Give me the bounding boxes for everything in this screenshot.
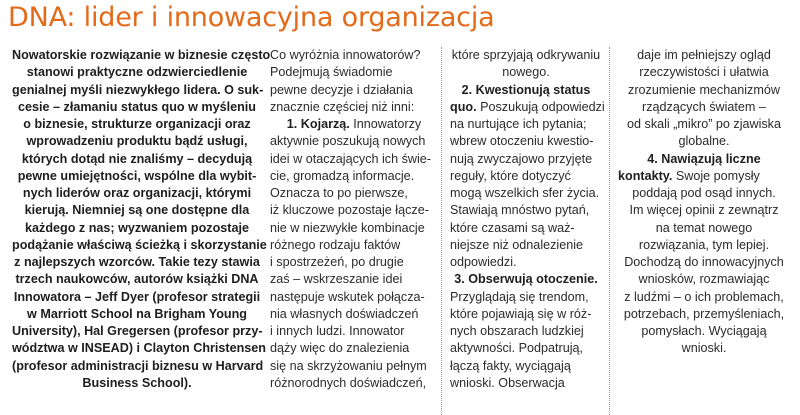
text-line: aktywnie poszukują nowych bbox=[270, 134, 426, 149]
text-line: dąży więc do znalezienia bbox=[270, 341, 410, 356]
article-title: DNA: lider i innowacyjna organizacja bbox=[8, 2, 495, 33]
text-line: stanowi praktyczne odzwierciedlenie bbox=[26, 65, 248, 80]
column-divider bbox=[609, 47, 610, 415]
text-line: aktywności. Podpatrują, bbox=[450, 341, 584, 356]
text-line: odpowiedzi. bbox=[450, 255, 517, 269]
column-divider bbox=[441, 47, 442, 415]
text-line: pomysłach. Wyciągają bbox=[641, 324, 767, 338]
text-line: Im więcej opinii z zewnątrz bbox=[629, 203, 779, 218]
text-line: daje im pełniejszy ogląd bbox=[637, 48, 771, 62]
text-line: genialnej myśli niezwykłego lidera. O suk- bbox=[12, 82, 264, 97]
text-line: wnioski. bbox=[681, 341, 727, 356]
column-3 bbox=[450, 47, 605, 392]
col4-body-b bbox=[618, 185, 790, 358]
heading-quo-rest: Poszukują odpowiedzi bbox=[476, 99, 605, 114]
text-line: iż kluczowe pozostaje łącze- bbox=[270, 203, 429, 218]
text-line: wbrew otoczeniu kwestio- bbox=[450, 134, 594, 149]
text-line: z najlepszych wzorców. Takie tezy stawia bbox=[14, 255, 260, 269]
text-line: na temat nowego bbox=[655, 220, 753, 235]
text-line: wództwa w INSEAD) i Clayton Christensen bbox=[12, 341, 267, 356]
heading-obserwuja: 3. Obserwują otoczenie. bbox=[454, 272, 598, 287]
text-line: globalne. bbox=[678, 134, 730, 149]
text-line: które sprzyjają odkrywaniu bbox=[451, 48, 601, 62]
text-line: z ludźmi – o ich problemach, bbox=[624, 289, 784, 304]
col3-body-c bbox=[450, 289, 602, 393]
lead-paragraph bbox=[12, 47, 271, 392]
col2-body bbox=[270, 133, 438, 392]
text-line: na nurtujące ich pytania; bbox=[450, 117, 587, 131]
text-line: cesie – złamaniu status quo w myśleniu bbox=[18, 99, 256, 114]
col4-body-a bbox=[618, 47, 790, 151]
heading-kwestionuja: 2. Kwestionują status bbox=[461, 82, 591, 97]
text-line: (profesor administracji biznesu w Harvard bbox=[12, 358, 264, 373]
text-line: kierują. Niemniej są one dostępne dla bbox=[24, 203, 250, 218]
text-line: Oznacza to po pierwsze, bbox=[270, 186, 408, 200]
text-line: różnego rodzaju faktów bbox=[270, 237, 401, 252]
text-line: zrozumienie mechanizmów bbox=[628, 82, 780, 97]
text-line: które czasami są waż- bbox=[450, 220, 575, 235]
col2-intro bbox=[270, 47, 438, 116]
text-line: znacznie częściej niż inni: bbox=[270, 99, 415, 114]
text-line: Stawiają mnóstwo pytań, bbox=[450, 203, 590, 218]
text-line: wniosków, rozmawiając bbox=[638, 272, 770, 287]
text-line: następuje wskutek połącza- bbox=[270, 289, 425, 304]
text-line: od skali „mikro” po zjawiska bbox=[627, 117, 781, 131]
text-line: reguły, które dotyczyć bbox=[450, 168, 571, 183]
text-line: rozwiązania, tym lepiej. bbox=[638, 237, 770, 252]
col3-body-b bbox=[450, 116, 602, 271]
text-line: niejsze niż odnalezienie bbox=[450, 237, 584, 252]
text-line: nie w niezwykłe kombinacje bbox=[270, 220, 425, 235]
text-line: Przyglądają się trendom, bbox=[450, 289, 589, 304]
text-line: które pojawiają się w róż- bbox=[450, 306, 592, 321]
text-line: pewne decyzje i działania bbox=[270, 82, 413, 97]
text-line: wprowadzeniu produktu bądź usługi, bbox=[26, 134, 248, 149]
col3-heading-line bbox=[450, 99, 605, 116]
text-line: Innowatora – Jeff Dyer (profesor strategii bbox=[13, 289, 261, 304]
text-line: University), Hal Gregersen (profesor przy- bbox=[12, 324, 263, 338]
text-line: podążanie właściwą ścieżką i skorzystanie bbox=[12, 237, 267, 252]
heading-kojarza: 1. Kojarzą. bbox=[286, 117, 350, 131]
col4-heading-line bbox=[618, 168, 790, 185]
text-line: zaś – wskrzeszanie idei bbox=[270, 272, 403, 287]
text-line: o biznesie, strukturze organizacji oraz bbox=[23, 117, 251, 131]
text-line: Dochodzą do innowacyjnych bbox=[624, 255, 784, 269]
text-line: łączą fakty, wyciągają bbox=[450, 358, 571, 373]
text-line: Podejmują świadomie bbox=[270, 65, 393, 80]
column-4 bbox=[618, 47, 790, 358]
col2-heading-line bbox=[270, 116, 438, 133]
text-line: nych liderów oraz organizacji, którymi bbox=[22, 186, 252, 200]
text-line: rządzących światem – bbox=[642, 99, 766, 114]
text-line: i spostrzeżeń, po drugie bbox=[270, 255, 404, 269]
text-line: wnioski. Obserwacja bbox=[450, 375, 565, 390]
text-line: się na skrzyżowaniu pełnym bbox=[270, 358, 427, 373]
text-line: nują zwyczajowo przyjęte bbox=[450, 151, 593, 166]
heading-kojarza-rest: Innowatorzy bbox=[349, 117, 422, 131]
text-line: których dotąd nie znaliśmy – decydują bbox=[21, 151, 253, 166]
heading-quo: quo. bbox=[450, 99, 477, 114]
text-line: nowego. bbox=[502, 65, 550, 80]
heading-kontakty: kontakty. bbox=[618, 168, 673, 183]
column-2 bbox=[270, 47, 438, 392]
text-line: każdego z nas; wyzwaniem pozostaje bbox=[25, 220, 249, 235]
text-line: nych obszarach ludzkiej bbox=[450, 324, 584, 338]
text-line: Nowatorskie rozwiązanie w biznesie często bbox=[12, 48, 271, 62]
text-line: rzeczywistości i ułatwia bbox=[639, 65, 769, 80]
text-line: Business School). bbox=[82, 375, 192, 390]
text-line: pewne umiejętności, wspólne dla wybit- bbox=[17, 168, 257, 183]
text-line: poddają pod osąd innych. bbox=[632, 186, 776, 200]
text-line: trzech naukowców, autorów książki DNA bbox=[15, 272, 259, 287]
text-line: różnorodnych doświadczeń, bbox=[270, 375, 427, 390]
text-line: potrzebach, przemyśleniach, bbox=[623, 306, 785, 321]
text-line: cie, gromadzą informacje. bbox=[270, 168, 415, 183]
heading-nawiazuja: 4. Nawiązują liczne bbox=[647, 151, 761, 166]
text-line: idei w otaczających ich świe- bbox=[270, 151, 431, 166]
text-line: Co wyróżnia innowatorów? bbox=[270, 48, 421, 62]
text-line: i innych ludzi. Innowator bbox=[270, 324, 405, 338]
heading-kontakty-rest: Swoje pomysły bbox=[672, 168, 760, 183]
text-line: nia własnych doświadczeń bbox=[270, 306, 419, 321]
text-line: mogą wszelkich sfer życia. bbox=[450, 186, 600, 200]
col3-body-a bbox=[450, 47, 602, 82]
text-line: w Marriott School na Brigham Young bbox=[27, 306, 247, 321]
